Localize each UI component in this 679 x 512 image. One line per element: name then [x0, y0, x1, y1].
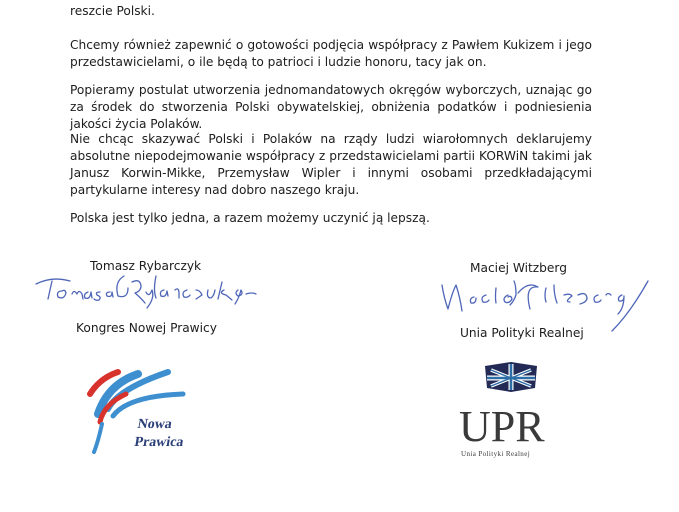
nowa-prawica-logo-text-2: Prawica	[133, 434, 185, 450]
paragraph-korwin: Nie chcąc skazywać Polski i Polaków na rządy ludzi wiarołomnych deklarujemy absolutne niepodejmowanie współpracy z przedstawicielami partii KORWiN takimi jak Janusz Korwin-Mikke, Przemysław Wipler i innymi osobami przedkładającymi partykularne interesy nad dobro naszego kraju.	[70, 132, 592, 197]
upr-logo-text: UPR	[459, 402, 545, 451]
paragraph-jow: Popieramy postulat utworzenia jednomandatowych okręgów wyborczych, uznając go za środek do stworzenia Polski obywatelskiej, obniżenia podatków i podniesienia jakości życia Polaków.	[70, 83, 592, 131]
nowa-prawica-logo	[78, 354, 198, 454]
signature-left	[24, 264, 268, 324]
paragraph-closing: Polska jest tylko jedna, a razem możemy uczynić ją lepszą.	[70, 211, 430, 225]
nowa-prawica-logo-text-1: Nowa	[136, 416, 174, 432]
signatory-name-left: Tomasz Rybarczyk	[90, 259, 202, 273]
signatory-party-left: Kongres Nowej Prawicy	[76, 321, 217, 335]
signatory-party-right: Unia Polityki Realnej	[460, 326, 584, 340]
upr-logo-subtitle: Unia Polityki Realnej	[461, 450, 531, 458]
letter-fragment: reszcie Polski.	[70, 4, 155, 18]
upr-logo	[455, 358, 567, 462]
signatory-name-right: Maciej Witzberg	[470, 261, 567, 275]
paragraph-kukiz: Chcemy również zapewnić o gotowości podjęcia współpracy z Pawłem Kukizem i jego przedstawicielami, o ile będą to patrioci i ludzie honoru, tacy jak on.	[70, 38, 592, 69]
